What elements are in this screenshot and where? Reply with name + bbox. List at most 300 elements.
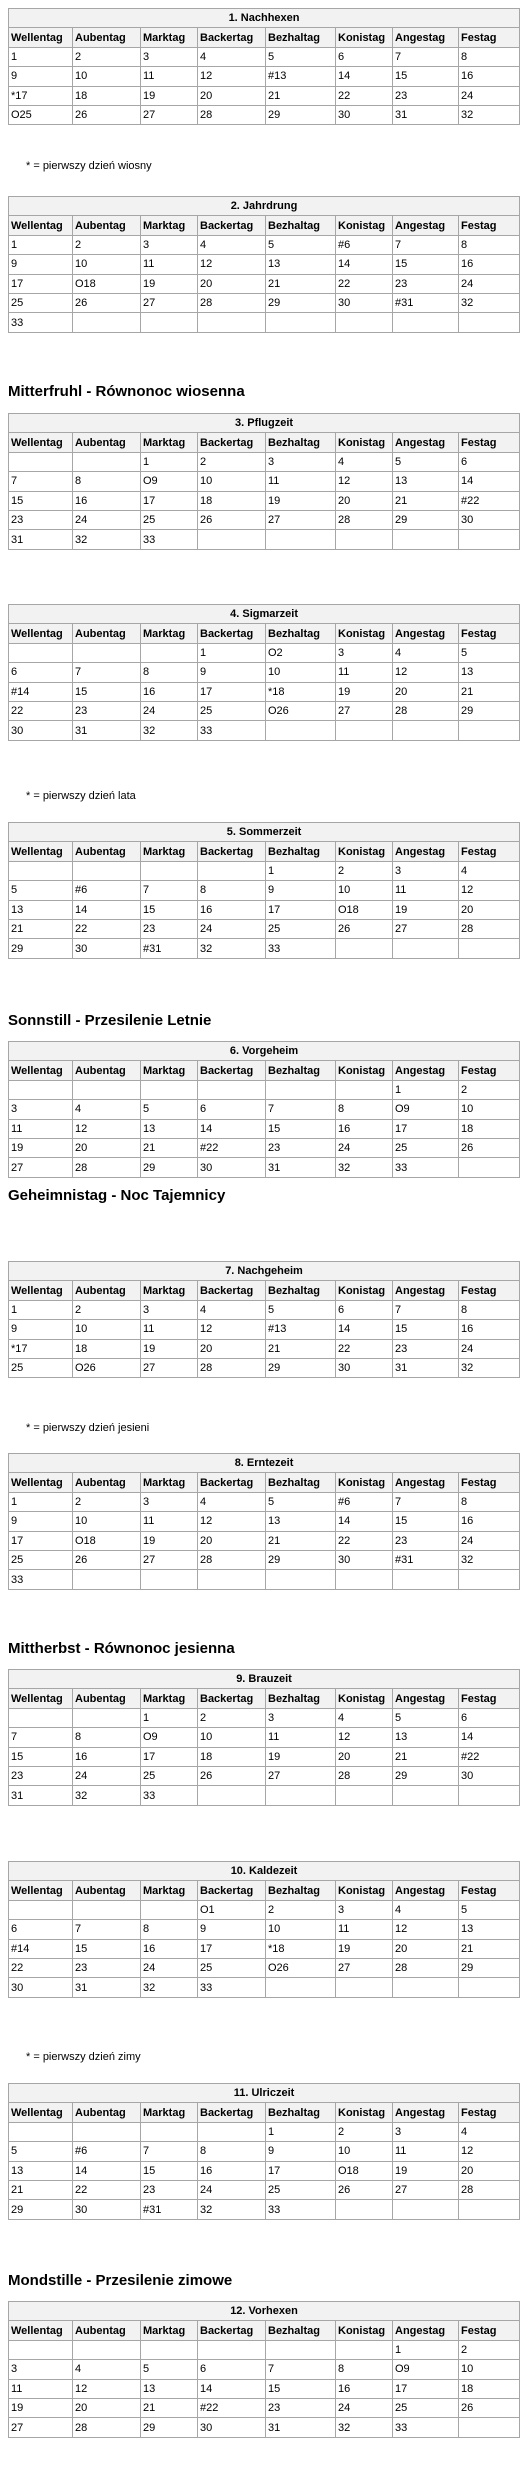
- day-cell: O9: [393, 1100, 459, 1119]
- day-cell: 27: [336, 1958, 393, 1977]
- day-cell: 32: [459, 1358, 520, 1377]
- day-cell: 13: [9, 2161, 73, 2180]
- day-cell: 21: [393, 491, 459, 510]
- weekday-header: Marktag: [141, 1689, 198, 1708]
- day-cell: 27: [266, 1766, 336, 1785]
- day-cell: 25: [9, 293, 73, 312]
- day-cell: 15: [9, 1747, 73, 1766]
- day-cell: 20: [459, 900, 520, 919]
- week-row: [9, 255, 520, 274]
- day-cell: 31: [9, 1786, 73, 1805]
- day-cell: [9, 2122, 73, 2141]
- day-cell: 18: [73, 86, 141, 105]
- day-cell: 3: [141, 47, 198, 66]
- day-cell: 20: [336, 491, 393, 510]
- weekday-header: Bezhaltag: [266, 1061, 336, 1080]
- day-cell: 15: [393, 67, 459, 86]
- month-table: [8, 1261, 520, 1378]
- day-cell: [336, 2200, 393, 2219]
- note-summer: * = pierwszy dzień lata: [26, 790, 136, 802]
- day-cell: 24: [141, 1958, 198, 1977]
- weekday-header: Angestag: [393, 216, 459, 235]
- day-cell: 16: [459, 1512, 520, 1531]
- day-cell: 14: [336, 67, 393, 86]
- day-cell: 16: [141, 682, 198, 701]
- day-cell: [141, 313, 198, 332]
- day-cell: [141, 2340, 198, 2359]
- day-cell: 5: [393, 452, 459, 471]
- weekday-header: Bezhaltag: [266, 624, 336, 643]
- day-cell: 19: [266, 491, 336, 510]
- weekday-header: Marktag: [141, 28, 198, 47]
- day-cell: 9: [9, 67, 73, 86]
- week-row: [9, 2122, 520, 2141]
- weekday-header: Konistag: [336, 216, 393, 235]
- weekday-header: Angestag: [393, 1061, 459, 1080]
- weekday-header: Backertag: [198, 2103, 266, 2122]
- day-cell: 19: [9, 1138, 73, 1157]
- day-cell: 18: [459, 1119, 520, 1138]
- weekday-header: Angestag: [393, 624, 459, 643]
- weekday-header: Festag: [459, 433, 520, 452]
- day-cell: 1: [198, 643, 266, 662]
- day-cell: 28: [459, 2180, 520, 2199]
- day-cell: 11: [393, 2142, 459, 2161]
- day-cell: 17: [393, 1119, 459, 1138]
- day-cell: [9, 452, 73, 471]
- week-row: [9, 235, 520, 254]
- weekday-header: Angestag: [393, 1881, 459, 1900]
- weekday-header: Marktag: [141, 1281, 198, 1300]
- day-cell: 19: [336, 1939, 393, 1958]
- day-cell: 20: [198, 1531, 266, 1550]
- day-cell: 20: [393, 682, 459, 701]
- day-cell: [73, 2340, 141, 2359]
- week-row: [9, 1531, 520, 1550]
- day-cell: 11: [266, 1728, 336, 1747]
- day-cell: 20: [459, 2161, 520, 2180]
- day-cell: 24: [198, 919, 266, 938]
- day-cell: 27: [141, 1550, 198, 1569]
- day-cell: 29: [266, 105, 336, 124]
- month-table: [8, 1041, 520, 1178]
- day-cell: 12: [73, 1119, 141, 1138]
- day-cell: 16: [459, 67, 520, 86]
- day-cell: 28: [198, 293, 266, 312]
- day-cell: [459, 2418, 520, 2437]
- day-cell: 24: [198, 2180, 266, 2199]
- section-heading-mitterfruhl: Mitterfruhl - Równonoc wiosenna: [8, 383, 245, 400]
- day-cell: 20: [198, 274, 266, 293]
- day-cell: 17: [9, 1531, 73, 1550]
- week-row: [9, 1939, 520, 1958]
- day-cell: 16: [459, 1320, 520, 1339]
- day-cell: 27: [141, 1358, 198, 1377]
- month-table: [8, 2083, 520, 2220]
- day-cell: 33: [266, 939, 336, 958]
- day-cell: 23: [9, 1766, 73, 1785]
- weekday-header: Bezhaltag: [266, 2321, 336, 2340]
- day-cell: 24: [141, 701, 198, 720]
- week-row: [9, 1766, 520, 1785]
- day-cell: [459, 939, 520, 958]
- weekday-header: Aubentag: [73, 1473, 141, 1492]
- day-cell: 21: [9, 2180, 73, 2199]
- day-cell: [393, 939, 459, 958]
- day-cell: 8: [141, 663, 198, 682]
- day-cell: 2: [73, 47, 141, 66]
- day-cell: [266, 721, 336, 740]
- week-row: [9, 1550, 520, 1569]
- week-row: [9, 701, 520, 720]
- day-cell: 26: [198, 1766, 266, 1785]
- day-cell: 11: [393, 881, 459, 900]
- weekday-header: Backertag: [198, 433, 266, 452]
- week-row: [9, 1900, 520, 1919]
- day-cell: 31: [266, 2418, 336, 2437]
- week-row: [9, 510, 520, 529]
- weekday-header: Angestag: [393, 433, 459, 452]
- day-cell: 30: [73, 2200, 141, 2219]
- day-cell: 12: [393, 1920, 459, 1939]
- day-cell: 33: [9, 313, 73, 332]
- day-cell: 22: [336, 1531, 393, 1550]
- day-cell: [336, 530, 393, 549]
- day-cell: 3: [266, 1708, 336, 1727]
- weekday-header: Marktag: [141, 624, 198, 643]
- day-cell: 10: [459, 2360, 520, 2379]
- day-cell: 19: [393, 900, 459, 919]
- day-cell: 10: [73, 1512, 141, 1531]
- day-cell: 16: [459, 255, 520, 274]
- month-title: 8. Erntezeit: [9, 1454, 520, 1473]
- day-cell: 13: [141, 1119, 198, 1138]
- day-cell: 24: [459, 1339, 520, 1358]
- day-cell: 33: [266, 2200, 336, 2219]
- weekday-header: Aubentag: [73, 433, 141, 452]
- day-cell: 29: [393, 510, 459, 529]
- weekday-header: Bezhaltag: [266, 1281, 336, 1300]
- day-cell: 23: [393, 1531, 459, 1550]
- day-cell: 7: [393, 235, 459, 254]
- weekday-header: Bezhaltag: [266, 2103, 336, 2122]
- month-table: [8, 8, 520, 125]
- day-cell: [141, 643, 198, 662]
- day-cell: #31: [141, 939, 198, 958]
- weekday-header: Bezhaltag: [266, 433, 336, 452]
- day-cell: 1: [266, 2122, 336, 2141]
- weekday-header: Backertag: [198, 1061, 266, 1080]
- day-cell: 31: [9, 530, 73, 549]
- day-cell: 23: [393, 86, 459, 105]
- day-cell: 4: [459, 2122, 520, 2141]
- week-row: [9, 293, 520, 312]
- week-row: [9, 1958, 520, 1977]
- week-row: [9, 1747, 520, 1766]
- day-cell: 30: [459, 1766, 520, 1785]
- week-row: [9, 47, 520, 66]
- weekday-header: Festag: [459, 842, 520, 861]
- day-cell: 3: [141, 235, 198, 254]
- month-table: [8, 822, 520, 959]
- month-title: 2. Jahrdrung: [9, 197, 520, 216]
- day-cell: 5: [459, 1900, 520, 1919]
- day-cell: 3: [393, 2122, 459, 2141]
- day-cell: 24: [459, 1531, 520, 1550]
- day-cell: 28: [198, 1550, 266, 1569]
- day-cell: 16: [198, 900, 266, 919]
- week-row: [9, 663, 520, 682]
- day-cell: 27: [393, 919, 459, 938]
- day-cell: 29: [266, 1550, 336, 1569]
- day-cell: 4: [393, 1900, 459, 1919]
- month-table: [8, 1861, 520, 1998]
- day-cell: 4: [198, 1492, 266, 1511]
- day-cell: 7: [73, 1920, 141, 1939]
- day-cell: 19: [266, 1747, 336, 1766]
- month-title: 10. Kaldezeit: [9, 1862, 520, 1881]
- weekday-header: Angestag: [393, 2103, 459, 2122]
- week-row: [9, 881, 520, 900]
- day-cell: #14: [9, 1939, 73, 1958]
- day-cell: 3: [141, 1492, 198, 1511]
- day-cell: [336, 1786, 393, 1805]
- day-cell: 26: [459, 2398, 520, 2417]
- day-cell: 12: [198, 255, 266, 274]
- day-cell: 7: [9, 472, 73, 491]
- day-cell: 14: [459, 472, 520, 491]
- day-cell: [336, 1080, 393, 1099]
- week-row: [9, 939, 520, 958]
- week-row: [9, 2418, 520, 2437]
- day-cell: 1: [141, 1708, 198, 1727]
- day-cell: 32: [336, 2418, 393, 2437]
- day-cell: 9: [198, 1920, 266, 1939]
- week-row: [9, 1080, 520, 1099]
- day-cell: #31: [141, 2200, 198, 2219]
- day-cell: 25: [198, 701, 266, 720]
- day-cell: [393, 313, 459, 332]
- day-cell: 22: [73, 2180, 141, 2199]
- day-cell: O9: [393, 2360, 459, 2379]
- day-cell: 19: [9, 2398, 73, 2417]
- day-cell: 11: [9, 1119, 73, 1138]
- day-cell: 30: [198, 2418, 266, 2437]
- day-cell: 21: [9, 919, 73, 938]
- day-cell: 21: [459, 1939, 520, 1958]
- day-cell: 29: [9, 2200, 73, 2219]
- day-cell: 17: [266, 2161, 336, 2180]
- day-cell: 20: [73, 1138, 141, 1157]
- day-cell: 11: [141, 1512, 198, 1531]
- weekday-header: Backertag: [198, 2321, 266, 2340]
- day-cell: 19: [141, 86, 198, 105]
- day-cell: O18: [73, 274, 141, 293]
- day-cell: [393, 1978, 459, 1997]
- day-cell: 12: [393, 663, 459, 682]
- day-cell: 21: [266, 1339, 336, 1358]
- day-cell: 2: [73, 1492, 141, 1511]
- day-cell: 30: [9, 721, 73, 740]
- week-row: [9, 900, 520, 919]
- week-row: [9, 2161, 520, 2180]
- weekday-header: Festag: [459, 2321, 520, 2340]
- day-cell: #13: [266, 67, 336, 86]
- day-cell: [9, 861, 73, 880]
- day-cell: 14: [198, 2379, 266, 2398]
- day-cell: 15: [393, 1512, 459, 1531]
- day-cell: 21: [459, 682, 520, 701]
- week-row: [9, 105, 520, 124]
- day-cell: 30: [198, 1158, 266, 1177]
- day-cell: #22: [198, 1138, 266, 1157]
- weekday-header: Marktag: [141, 216, 198, 235]
- day-cell: 29: [266, 293, 336, 312]
- day-cell: 33: [393, 2418, 459, 2437]
- day-cell: #22: [459, 491, 520, 510]
- month-title: 12. Vorhexen: [9, 2302, 520, 2321]
- day-cell: 24: [459, 86, 520, 105]
- weekday-header: Festag: [459, 216, 520, 235]
- weekday-header: Wellentag: [9, 1473, 73, 1492]
- day-cell: 23: [266, 1138, 336, 1157]
- day-cell: 10: [73, 255, 141, 274]
- weekday-header: Backertag: [198, 842, 266, 861]
- weekday-header: Backertag: [198, 1881, 266, 1900]
- day-cell: 33: [198, 721, 266, 740]
- weekday-header: Backertag: [198, 216, 266, 235]
- day-cell: 13: [141, 2379, 198, 2398]
- day-cell: 27: [141, 293, 198, 312]
- weekday-header: Angestag: [393, 842, 459, 861]
- day-cell: 23: [73, 1958, 141, 1977]
- day-cell: O18: [73, 1531, 141, 1550]
- week-row: [9, 86, 520, 105]
- day-cell: 13: [266, 1512, 336, 1531]
- day-cell: 2: [336, 2122, 393, 2141]
- weekday-header: Wellentag: [9, 216, 73, 235]
- day-cell: 14: [459, 1728, 520, 1747]
- day-cell: [73, 2122, 141, 2141]
- weekday-header: Wellentag: [9, 2321, 73, 2340]
- day-cell: 23: [393, 1339, 459, 1358]
- day-cell: 5: [141, 1100, 198, 1119]
- day-cell: 16: [73, 1747, 141, 1766]
- day-cell: O1: [198, 1900, 266, 1919]
- day-cell: 2: [73, 235, 141, 254]
- weekday-header: Konistag: [336, 433, 393, 452]
- weekday-header: Festag: [459, 1061, 520, 1080]
- day-cell: [336, 721, 393, 740]
- day-cell: [198, 2122, 266, 2141]
- day-cell: [198, 313, 266, 332]
- day-cell: 32: [336, 1158, 393, 1177]
- day-cell: [9, 1900, 73, 1919]
- month-title: 4. Sigmarzeit: [9, 605, 520, 624]
- day-cell: [198, 530, 266, 549]
- week-row: [9, 1339, 520, 1358]
- day-cell: [198, 1570, 266, 1589]
- day-cell: 26: [336, 2180, 393, 2199]
- day-cell: 9: [9, 1320, 73, 1339]
- day-cell: 20: [198, 1339, 266, 1358]
- week-row: [9, 1119, 520, 1138]
- day-cell: *18: [266, 1939, 336, 1958]
- day-cell: 30: [336, 1358, 393, 1377]
- day-cell: 31: [393, 105, 459, 124]
- week-row: [9, 2360, 520, 2379]
- day-cell: 27: [141, 105, 198, 124]
- day-cell: 6: [198, 1100, 266, 1119]
- day-cell: 22: [73, 919, 141, 938]
- day-cell: 16: [141, 1939, 198, 1958]
- day-cell: 2: [266, 1900, 336, 1919]
- day-cell: 13: [393, 1728, 459, 1747]
- day-cell: 20: [393, 1939, 459, 1958]
- day-cell: #31: [393, 1550, 459, 1569]
- weekday-header: Konistag: [336, 1061, 393, 1080]
- week-row: [9, 721, 520, 740]
- day-cell: 17: [266, 900, 336, 919]
- day-cell: 5: [141, 2360, 198, 2379]
- day-cell: 3: [266, 452, 336, 471]
- day-cell: 15: [141, 900, 198, 919]
- weekday-header: Wellentag: [9, 433, 73, 452]
- day-cell: 29: [459, 1958, 520, 1977]
- day-cell: 25: [266, 919, 336, 938]
- day-cell: 10: [73, 1320, 141, 1339]
- weekday-header: Aubentag: [73, 28, 141, 47]
- week-row: [9, 1708, 520, 1727]
- weekday-header: Angestag: [393, 1689, 459, 1708]
- day-cell: 8: [141, 1920, 198, 1939]
- day-cell: [9, 643, 73, 662]
- day-cell: 7: [141, 2142, 198, 2161]
- day-cell: [459, 1786, 520, 1805]
- day-cell: 8: [459, 1300, 520, 1319]
- week-row: [9, 1920, 520, 1939]
- day-cell: 19: [141, 1531, 198, 1550]
- day-cell: 24: [73, 1766, 141, 1785]
- day-cell: 7: [141, 881, 198, 900]
- day-cell: 21: [141, 1138, 198, 1157]
- day-cell: #13: [266, 1320, 336, 1339]
- day-cell: 27: [9, 1158, 73, 1177]
- week-row: [9, 491, 520, 510]
- day-cell: 20: [336, 1747, 393, 1766]
- weekday-header: Festag: [459, 1881, 520, 1900]
- day-cell: 23: [73, 701, 141, 720]
- day-cell: 2: [459, 1080, 520, 1099]
- day-cell: 16: [336, 1119, 393, 1138]
- day-cell: 13: [393, 472, 459, 491]
- day-cell: [459, 313, 520, 332]
- day-cell: 5: [266, 1492, 336, 1511]
- week-row: [9, 1492, 520, 1511]
- day-cell: 11: [141, 1320, 198, 1339]
- day-cell: O2: [266, 643, 336, 662]
- weekday-header: Konistag: [336, 28, 393, 47]
- day-cell: 18: [198, 491, 266, 510]
- day-cell: [459, 530, 520, 549]
- day-cell: 32: [141, 721, 198, 740]
- day-cell: 16: [198, 2161, 266, 2180]
- week-row: [9, 919, 520, 938]
- day-cell: 32: [459, 1550, 520, 1569]
- day-cell: 6: [198, 2360, 266, 2379]
- day-cell: 1: [141, 452, 198, 471]
- day-cell: 8: [459, 47, 520, 66]
